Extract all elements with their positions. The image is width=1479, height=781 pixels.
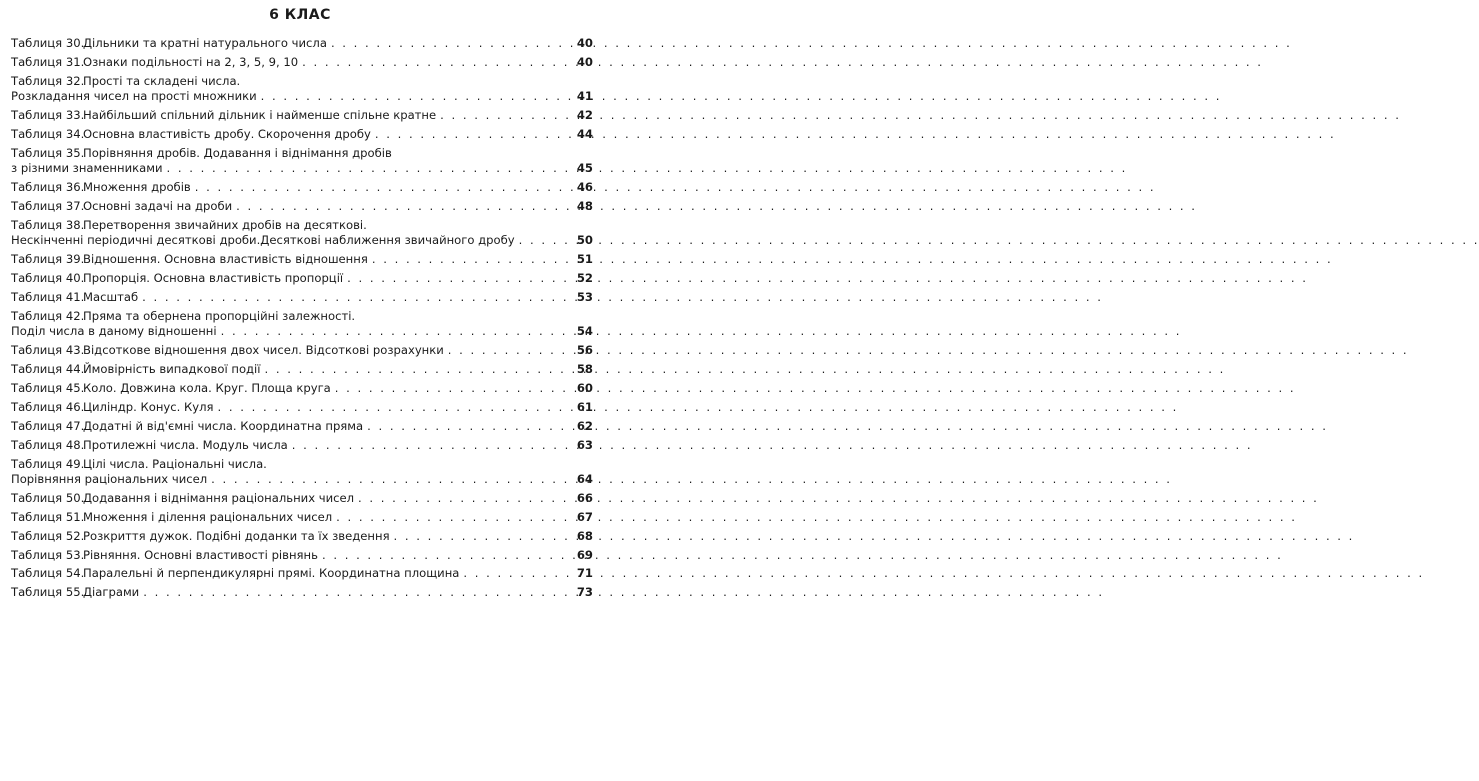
- toc-entry-page-number: 64: [576, 472, 593, 487]
- toc-entry-page-number: 56: [576, 343, 593, 358]
- toc-entry-number: Таблиця 33.: [11, 108, 85, 123]
- dot-leader: [302, 55, 571, 70]
- toc-entry-title: Додавання і віднімання раціональних чисел: [83, 490, 355, 505]
- toc-entry[interactable]: [11, 74, 593, 105]
- dot-leader: [358, 491, 571, 506]
- toc-entry-title: Розкриття дужок. Подібні доданки та їх зведення: [83, 528, 390, 543]
- toc-entry-title: Дільники та кратні натурального числа: [83, 36, 327, 50]
- toc-entry[interactable]: [11, 362, 593, 377]
- dot-leader: [335, 381, 571, 396]
- dot-leader: [372, 252, 571, 267]
- toc-entry[interactable]: [11, 491, 593, 506]
- toc-entry[interactable]: [11, 585, 593, 600]
- toc-entry-page-number: 40: [576, 54, 593, 69]
- toc-entry[interactable]: [11, 108, 593, 123]
- toc-entry-title: Основна властивість дробу. Скорочення дробу: [83, 126, 371, 141]
- toc-entry-number: Таблиця 39.: [11, 252, 85, 267]
- dot-leader: [463, 566, 571, 581]
- dot-leader: [261, 89, 571, 104]
- toc-entry-title: Прості та складені числа.: [83, 73, 241, 88]
- toc-entry[interactable]: [11, 180, 593, 195]
- toc-entry[interactable]: [11, 457, 593, 488]
- toc-entry[interactable]: [11, 55, 593, 70]
- toc-entry-title: з різними знаменниками: [11, 161, 163, 176]
- toc-entry[interactable]: [11, 529, 593, 544]
- toc-entry-title: Поділ числа в даному відношенні: [11, 324, 217, 339]
- toc-entry-title: Ймовірність випадкової події: [83, 362, 261, 377]
- toc-entry-title: Пряма та обернена пропорційні залежності.: [83, 308, 356, 323]
- toc-entry-title: Розкладання чисел на прості множники: [11, 89, 257, 104]
- toc-entry[interactable]: [11, 36, 593, 51]
- toc-entry[interactable]: [11, 218, 593, 249]
- toc-entry-number: Таблиця 41.: [11, 290, 85, 305]
- toc-entry-page-number: 60: [576, 381, 593, 396]
- toc-entry-title: Додатні й від'ємні числа. Координатна пряма: [83, 418, 364, 433]
- toc-entry-page-number: 61: [576, 399, 593, 414]
- dot-leader: [519, 233, 571, 248]
- toc-entry-number: Таблиця 32.: [11, 73, 85, 88]
- toc-entry-number: Таблиця 31.: [11, 54, 85, 69]
- toc-entry[interactable]: [11, 199, 593, 214]
- toc-entry-title: Нескінченні періодичні десяткові дроби.Десяткові наближення звичайного дробу: [11, 233, 515, 248]
- toc-entry-number: Таблиця 53.: [11, 547, 85, 562]
- dot-leader: [292, 438, 571, 453]
- toc-entry-number: Таблиця 48.: [11, 437, 85, 452]
- toc-entry-page-number: 54: [576, 324, 593, 339]
- toc-entry-number: Таблиця 36.: [11, 180, 85, 195]
- toc-entry-number: Таблиця 38.: [11, 217, 85, 232]
- dot-leader: [143, 585, 571, 600]
- toc-entry-page-number: 46: [576, 180, 593, 195]
- toc-entry-title: Порівняння раціональних чисел: [11, 472, 208, 487]
- toc-entry-number: Таблиця 37.: [11, 199, 85, 214]
- toc-entry-page-number: 51: [576, 252, 593, 267]
- toc-entry[interactable]: [11, 127, 593, 142]
- dot-leader: [375, 127, 571, 142]
- toc-entry[interactable]: [11, 146, 593, 177]
- toc-entry-page-number: 48: [576, 199, 593, 214]
- toc-entry-page-number: 42: [576, 108, 593, 123]
- toc-entry-page-number: 45: [576, 161, 593, 176]
- toc-entry[interactable]: [11, 309, 593, 340]
- toc-entry-number: Таблиця 30.: [11, 36, 85, 50]
- toc-entry-number: Таблиця 47.: [11, 418, 85, 433]
- toc-entry-page-number: 41: [576, 89, 593, 104]
- dot-leader: [367, 419, 571, 434]
- dot-leader: [195, 180, 571, 195]
- toc-entry-title: Перетворення звичайних дробів на десяткові.: [83, 217, 367, 232]
- toc-entry-page-number: 68: [576, 528, 593, 543]
- dot-leader: [167, 161, 572, 176]
- dot-leader: [211, 472, 571, 487]
- toc-entry[interactable]: [11, 419, 593, 434]
- toc-entry-number: Таблиця 49.: [11, 456, 85, 471]
- toc-entry-number: Таблиця 51.: [11, 509, 85, 524]
- toc-entry-page-number: 67: [576, 509, 593, 524]
- toc-entry-title: Масштаб: [83, 290, 139, 305]
- toc-entry[interactable]: [11, 343, 593, 358]
- toc-entry-page-number: 66: [576, 490, 593, 505]
- toc-entry-title: Порівняння дробів. Додавання і віднімання дробів: [83, 145, 392, 160]
- toc-entry-number: Таблиця 34.: [11, 126, 85, 141]
- dot-leader: [448, 343, 571, 358]
- toc-entry-number: Таблиця 50.: [11, 490, 85, 505]
- toc-entry-page-number: 44: [576, 126, 593, 141]
- dot-leader: [221, 324, 571, 339]
- toc-entry[interactable]: [11, 566, 593, 581]
- toc-entry-title: Коло. Довжина кола. Круг. Площа круга: [83, 381, 331, 396]
- toc-entry-title: Множення дробів: [83, 180, 191, 195]
- dot-leader: [236, 199, 571, 214]
- document-page: [0, 0, 600, 781]
- toc-entry-title: Пропорція. Основна властивість пропорції: [83, 271, 344, 286]
- toc-entry-number: Таблиця 45.: [11, 381, 85, 396]
- toc-entry-page-number: 52: [576, 271, 593, 286]
- table-of-contents: [11, 36, 593, 604]
- toc-entry-number: Таблиця 52.: [11, 528, 85, 543]
- toc-entry-title: Основні задачі на дроби: [83, 199, 233, 214]
- toc-entry-title: Відношення. Основна властивість відношення: [83, 252, 368, 267]
- toc-entry-number: Таблиця 35.: [11, 145, 85, 160]
- toc-entry-title: Множення і ділення раціональних чисел: [83, 509, 333, 524]
- toc-entry-number: Таблиця 43.: [11, 343, 85, 358]
- toc-entry-number: Таблиця 54.: [11, 566, 85, 581]
- dot-leader: [265, 362, 571, 377]
- dot-leader: [331, 36, 571, 51]
- toc-entry-page-number: 71: [576, 566, 593, 581]
- dot-leader: [440, 108, 571, 123]
- toc-entry-number: Таблиця 42.: [11, 308, 85, 323]
- toc-entry[interactable]: [11, 400, 593, 415]
- toc-entry[interactable]: [11, 381, 593, 396]
- toc-entry-page-number: 53: [576, 290, 593, 305]
- toc-entry[interactable]: [11, 252, 593, 267]
- toc-entry-number: Таблиця 44.: [11, 362, 85, 377]
- dot-leader: [336, 510, 571, 525]
- toc-entry-page-number: 73: [576, 585, 593, 600]
- toc-entry-number: Таблиця 46.: [11, 399, 85, 414]
- toc-entry-title: Відсоткове відношення двох чисел. Відсоткові розрахунки: [83, 343, 444, 358]
- toc-entry-title: Діаграми: [83, 585, 140, 600]
- toc-entry-title: Протилежні числа. Модуль числа: [83, 437, 288, 452]
- toc-entry[interactable]: [11, 290, 593, 305]
- toc-entry-page-number: 63: [576, 437, 593, 452]
- toc-entry-page-number: 50: [576, 233, 593, 248]
- toc-entry[interactable]: [11, 548, 593, 563]
- toc-entry-title: Цілі числа. Раціональні числа.: [83, 456, 267, 471]
- toc-entry[interactable]: [11, 510, 593, 525]
- toc-entry-title: Паралельні й перпендикулярні прямі. Координатна площина: [83, 566, 460, 581]
- toc-entry-number: Таблиця 55.: [11, 585, 85, 600]
- toc-entry-number: Таблиця 40.: [11, 271, 85, 286]
- dot-leader: [217, 400, 571, 415]
- toc-entry-title: Ознаки подільності на 2, 3, 5, 9, 10: [83, 54, 299, 69]
- toc-entry[interactable]: [11, 271, 593, 286]
- toc-entry-page-number: 69: [576, 547, 593, 562]
- toc-entry-title: Циліндр. Конус. Куля: [83, 399, 214, 414]
- toc-entry-page-number: 58: [576, 362, 593, 377]
- toc-entry[interactable]: [11, 438, 593, 453]
- dot-leader: [347, 271, 571, 286]
- toc-entry-page-number: 62: [576, 418, 593, 433]
- toc-entry-title: Рівняння. Основні властивості рівнянь: [83, 547, 318, 562]
- dot-leader: [394, 529, 571, 544]
- page-heading: 6 КЛАС: [269, 7, 331, 23]
- toc-entry-page-number: 40: [576, 36, 593, 50]
- dot-leader: [142, 290, 571, 305]
- dot-leader: [322, 548, 571, 563]
- toc-entry-title: Найбільший спільний дільник і найменше спільне кратне: [83, 108, 437, 123]
